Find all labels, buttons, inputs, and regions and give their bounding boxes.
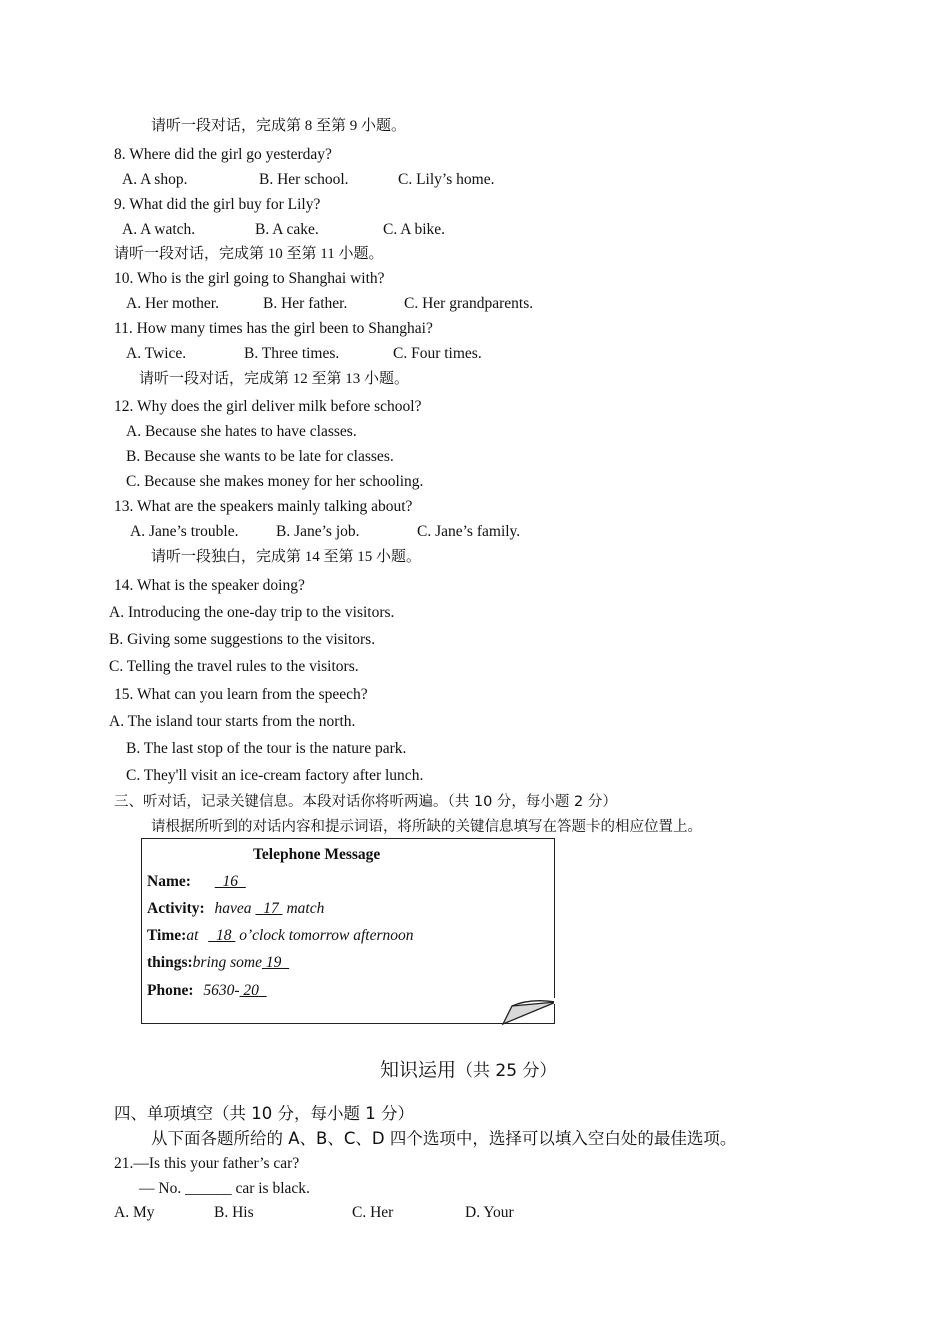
question-15: 15. What can you learn from the speech? [114,686,368,703]
section-title-score: （共 25 分） [456,1061,557,1081]
question-12-option-a: A. Because she hates to have classes. [126,423,357,440]
question-9: 9. What did the girl buy for Lily? [114,196,321,213]
phone-prefix: 5630- [203,982,240,999]
question-21: 21.—Is this your father’s car? [114,1155,300,1172]
section-title [380,1055,556,1082]
part3-heading: 三、听对话，记录关键信息。本段对话你将听两遍。（共 10 分，每小题 2 分） [114,794,617,810]
activity-suffix: match [286,900,325,917]
option-b: B. Three times. [244,345,340,362]
page-curl-icon [500,998,560,1028]
message-time-row [147,926,413,946]
question-12: 12. Why does the girl deliver milk before school? [114,398,422,415]
part3-instruction: 请根据所听到的对话内容和提示词语，将所缺的关键信息填写在答题卡的相应位置上。 [151,819,702,835]
activity-label: Activity: [147,900,205,917]
instruction-14-15: 请听一段独白，完成第 14 至第 15 小题。 [151,549,422,565]
option-a: A. A shop. [122,171,188,188]
activity-prefix: havea [214,900,252,917]
option-d: D. Your [465,1204,514,1221]
option-a: A. Jane’s trouble. [130,523,239,540]
instruction-12-13: 请听一段对话，完成第 12 至第 13 小题。 [139,371,410,387]
option-c: C. Her [352,1204,394,1221]
blank-18: 18 [216,927,232,944]
option-a: A. Her mother. [126,295,219,312]
phone-label: Phone: [147,982,194,999]
message-title: Telephone Message [253,846,381,863]
option-a: A. Twice. [126,345,187,362]
question-12-option-b: B. Because she wants to be late for classes. [126,448,394,465]
instruction-8-9: 请听一段对话，完成第 8 至第 9 小题。 [151,118,407,134]
option-c: C. Her grandparents. [404,295,534,312]
question-11-options [126,344,482,364]
name-label: Name: [147,873,191,890]
question-15-option-a: A. The island tour starts from the north. [109,713,356,730]
message-things-row [147,953,289,973]
question-9-options [122,220,445,240]
question-11: 11. How many times has the girl been to Shanghai? [114,320,433,337]
time-prefix: at [186,927,199,944]
question-15-option-b: B. The last stop of the tour is the nature park. [126,740,407,757]
things-label: things: [147,954,193,971]
question-12-option-c: C. Because she makes money for her schooling. [126,473,424,490]
option-a: A. A watch. [122,221,196,238]
blank-20: 20 [243,982,259,999]
question-10: 10. Who is the girl going to Shanghai with? [114,270,385,287]
part4-instruction: 从下面各题所给的 A、B、C、D 四个选项中，选择可以填入空白处的最佳选项。 [151,1129,737,1148]
blank-16: 16 [222,873,239,890]
time-label: Time: [147,927,187,944]
telephone-message-card [141,838,555,1024]
option-b: B. Her father. [263,295,348,312]
question-21-line2: — No. ______ car is black. [139,1180,310,1197]
message-name-row [147,872,246,892]
question-14-option-b: B. Giving some suggestions to the visitors. [109,631,376,648]
question-14-option-a: A. Introducing the one-day trip to the visitors. [109,604,395,621]
time-suffix: o’clock tomorrow afternoon [239,927,414,944]
option-c: C. Lily’s home. [398,171,495,188]
option-c: C. Jane’s family. [417,523,521,540]
things-prefix: bring some [192,954,262,971]
question-21-options [114,1203,514,1223]
option-c: C. Four times. [393,345,482,362]
section-title-main: 知识运用 [380,1059,457,1081]
instruction-10-11: 请听一段对话，完成第 10 至第 11 小题。 [114,246,384,262]
message-activity-row [147,899,324,919]
question-8: 8. Where did the girl go yesterday? [114,146,332,163]
option-b: B. A cake. [255,221,319,238]
question-13: 13. What are the speakers mainly talking about? [114,498,413,515]
option-b: B. Her school. [259,171,349,188]
option-b: B. His [214,1204,254,1221]
blank-19: 19 [265,954,282,971]
option-a: A. My [114,1204,155,1221]
question-14-option-c: C. Telling the travel rules to the visitors. [109,658,359,675]
option-c: C. A bike. [383,221,446,238]
question-8-options [122,170,494,190]
question-14: 14. What is the speaker doing? [114,577,305,594]
question-10-options [126,294,533,314]
message-phone-row [147,981,267,1001]
question-13-options [130,522,520,542]
blank-17: 17 [263,900,279,917]
option-b: B. Jane’s job. [276,523,360,540]
part4-heading: 四、单项填空（共 10 分，每小题 1 分） [114,1104,414,1123]
question-15-option-c: C. They'll visit an ice-cream factory after lunch. [126,767,424,784]
